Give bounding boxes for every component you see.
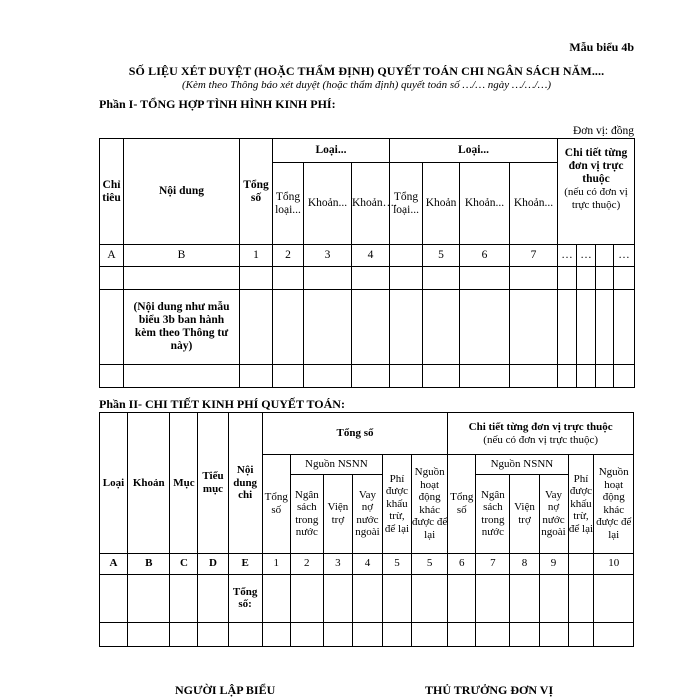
index-cell: 4 [352, 553, 382, 574]
chi-tiet-label: Chi tiết từng đơn vị trực thuộc [564, 147, 628, 185]
index-cell [596, 245, 614, 267]
table-row [100, 365, 635, 388]
index-cell: D [198, 553, 228, 574]
header-chi-tieu: Chỉ tiêu [100, 139, 124, 245]
unit-label: Đơn vị: đồng [572, 125, 634, 137]
index-cell: 1 [262, 553, 290, 574]
header-noi-dung-chi: Nội dung chi [228, 413, 262, 554]
index-cell: 8 [510, 553, 539, 574]
header-loai: Loại [100, 413, 128, 554]
total-row [100, 574, 634, 622]
sub-vien-tro: Viện trợ [510, 475, 539, 553]
header-loai-2: Loại... [390, 139, 558, 163]
index-cell: 1 [240, 245, 273, 267]
sub-ngan-sach: Ngân sách trong nước [290, 475, 323, 553]
document-page [99, 38, 634, 647]
index-cell: 2 [290, 553, 323, 574]
index-cell: C [170, 553, 198, 574]
index-cell [568, 553, 594, 574]
sub-vay-no: Vay nợ nước ngoài [539, 475, 568, 553]
table-row [100, 622, 634, 646]
sub-tong-so: Tổng số [262, 455, 290, 553]
chi-tiet-label: Chi tiết từng đơn vị trực thuộc [468, 421, 613, 434]
index-cell: 9 [539, 553, 568, 574]
content-note: (Nội dung như mẫu biểu 3b ban hành kèm theo Thông tư này) [124, 290, 240, 365]
sub-nguon-nsnn: Nguồn NSNN [476, 455, 568, 475]
header-muc: Mục [170, 413, 198, 554]
index-row [100, 245, 635, 267]
index-cell: E [228, 553, 262, 574]
index-cell: 5 [382, 553, 411, 574]
index-cell: … [614, 245, 635, 267]
index-cell: 4 [352, 245, 390, 267]
index-cell: … [577, 245, 596, 267]
sub-tong-loai-2: Tổng loại... [390, 163, 423, 245]
sub-nguon-hoat-dong: Nguồn hoạt động khác được để lại [411, 455, 447, 553]
part2-heading: Phần II- CHI TIẾT KINH PHÍ QUYẾT TOÁN: [99, 397, 345, 411]
sub-tong-so: Tổng số [448, 455, 476, 553]
sub-khoan-2b: Khoản... [460, 163, 510, 245]
index-cell [390, 245, 423, 267]
index-cell: 6 [448, 553, 476, 574]
header-noi-dung: Nội dung [124, 139, 240, 245]
sub-tong-loai-1: Tổng loại... [273, 163, 304, 245]
header-chi-tiet-group [448, 413, 634, 455]
header-loai-1: Loại... [273, 139, 390, 163]
header-tong-so-group: Tổng số [262, 413, 448, 455]
index-cell: A [100, 245, 124, 267]
table-row [100, 290, 635, 365]
sub-khoan-2c: Khoản... [510, 163, 558, 245]
index-cell: 3 [304, 245, 352, 267]
sub-nguon-hoat-dong: Nguồn hoạt động khác được để lại [594, 455, 634, 553]
part1-table [99, 138, 635, 388]
index-cell: A [100, 553, 128, 574]
signature-preparer: NGƯỜI LẬP BIỂU [175, 683, 276, 697]
header-tong-so: Tổng số [240, 139, 273, 245]
index-cell: … [558, 245, 577, 267]
form-number: Mẫu biểu 4b [569, 40, 634, 54]
signature-head: THỦ TRƯỞNG ĐƠN VỊ [425, 683, 554, 697]
header-khoan: Khoản [127, 413, 170, 554]
sub-vay-no: Vay nợ nước ngoài [352, 475, 382, 553]
index-cell: B [124, 245, 240, 267]
sub-nguon-nsnn: Nguồn NSNN [290, 455, 382, 475]
part1-heading: Phần I- TỔNG HỢP TÌNH HÌNH KINH PHÍ: [99, 97, 336, 111]
index-cell: 7 [510, 245, 558, 267]
sub-khoan-1b: Khoản…. [352, 163, 390, 245]
header-tieu-muc: Tiểu mục [198, 413, 228, 554]
index-cell: 6 [460, 245, 510, 267]
sub-phi-khau-tru: Phí được khấu trừ, để lại [382, 455, 411, 553]
index-cell: 7 [476, 553, 510, 574]
sub-phi-khau-tru: Phí được khấu trừ, để lại [568, 455, 594, 553]
index-cell: B [127, 553, 170, 574]
index-row [100, 553, 634, 574]
index-cell: 2 [273, 245, 304, 267]
document-subtitle: (Kèm theo Thông báo xét duyệt (hoặc thẩm định) quyết toán số …/… ngày …/…/…) [181, 79, 552, 91]
total-label: Tổng số: [228, 574, 262, 622]
header-chi-tiet [558, 139, 635, 245]
part2-table [99, 412, 634, 647]
chi-tiet-note: (nếu có đơn vị trực thuộc) [483, 433, 598, 446]
document-title: SỐ LIỆU XÉT DUYỆT (HOẶC THẨM ĐỊNH) QUYẾT TOÁN CHI NGÂN SÁCH NĂM.... [128, 64, 605, 78]
index-cell: 3 [323, 553, 352, 574]
index-cell: 5 [411, 553, 447, 574]
sub-vien-tro: Viện trợ [323, 475, 352, 553]
sub-khoan-2a: Khoản [423, 163, 460, 245]
table-row [100, 267, 635, 290]
index-cell: 10 [594, 553, 634, 574]
sub-ngan-sach: Ngân sách trong nước [476, 475, 510, 553]
chi-tiet-note: (nếu có đơn vị trực thuộc) [564, 186, 628, 211]
sub-khoan-1a: Khoản... [304, 163, 352, 245]
index-cell: 5 [423, 245, 460, 267]
